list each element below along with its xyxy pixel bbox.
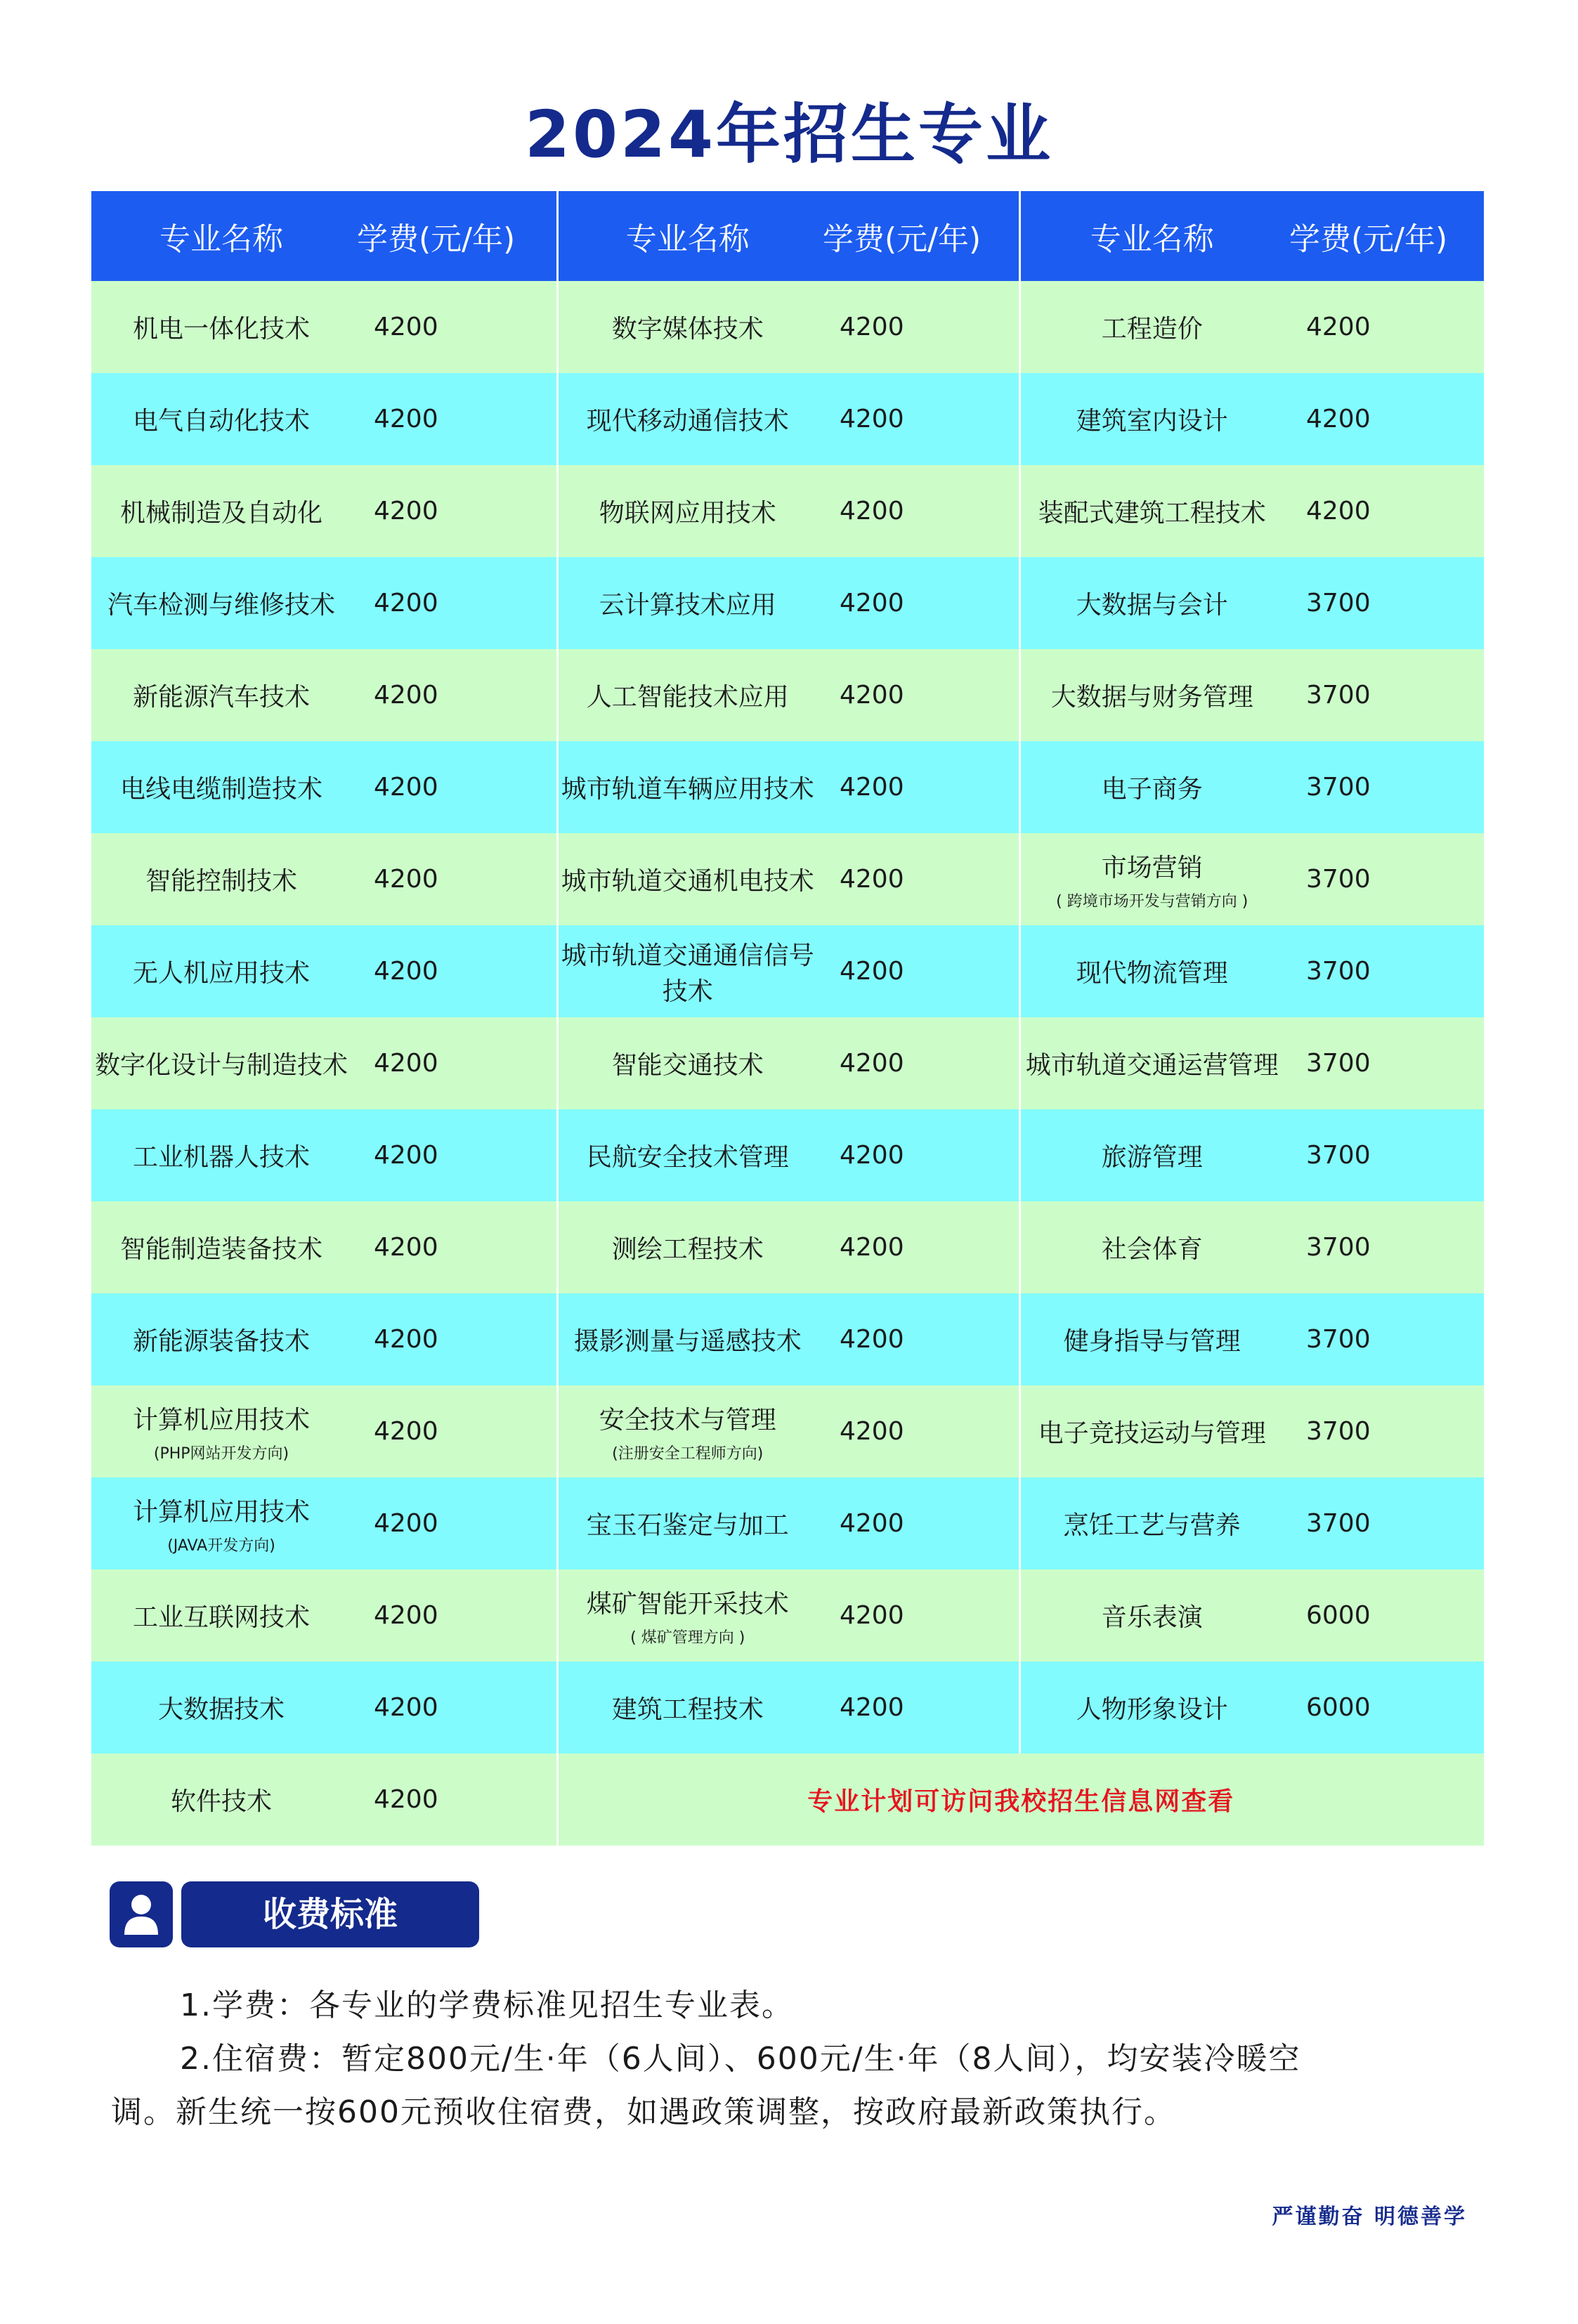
major-name: 城市轨道交通机电技术 (561, 867, 814, 896)
major-name-cell (557, 741, 817, 833)
tuition-cell: 4200 (817, 649, 1019, 741)
major-name-cell (557, 281, 817, 373)
major-name: 大数据与财务管理 (1050, 683, 1253, 712)
fee-rule-dorm: 2.住宿费：暂定800元/生·年（6人间）、600元/生·年（8人间），均安装冷暖空 (180, 2041, 1301, 2077)
tuition-cell: 4200 (817, 1017, 1019, 1109)
tuition-cell: 3700 (1284, 1017, 1484, 1109)
major-name: 计算机应用技术 (132, 1497, 310, 1527)
major-name-cell (91, 1293, 351, 1385)
tuition-cell: 6000 (1284, 1662, 1484, 1754)
major-name: 机电一体化技术 (132, 315, 310, 344)
tuition-cell: 4200 (1284, 373, 1484, 465)
major-name: 宝玉石鉴定与加工 (586, 1511, 789, 1540)
table-row (91, 833, 1484, 925)
major-name-cell (91, 1477, 351, 1569)
major-name-cell (1019, 1385, 1284, 1477)
major-name-cell (557, 1293, 817, 1385)
major-name: 人工智能技术应用 (586, 683, 789, 712)
major-name-cell (91, 649, 351, 741)
major-name: 建筑室内设计 (1076, 407, 1228, 436)
major-name: 建筑工程技术 (611, 1695, 764, 1724)
header-major-name: 专业名称 (557, 191, 817, 281)
tuition-cell: 4200 (817, 1293, 1019, 1385)
major-name: 新能源汽车技术 (132, 683, 310, 712)
fees-section-icon-box (110, 1881, 173, 1947)
major-name: 烹饪工艺与营养 (1063, 1511, 1241, 1540)
major-name-cell (557, 1477, 817, 1569)
tuition-cell: 4200 (817, 833, 1019, 925)
major-name-cell (557, 833, 817, 925)
major-name: 新能源装备技术 (132, 1327, 310, 1356)
major-name-cell (1019, 1662, 1284, 1754)
major-direction: ( 煤矿管理方向 ) (630, 1628, 745, 1647)
major-name: 机械制造及自动化 (119, 499, 322, 528)
tuition-cell: 3700 (1284, 1201, 1484, 1293)
table-row (91, 1201, 1484, 1293)
major-name-cell (1019, 925, 1284, 1017)
tuition-cell: 3700 (1284, 1109, 1484, 1201)
fees-section-heading: 收费标准 (181, 1881, 479, 1947)
major-name-cell (91, 1569, 351, 1662)
tuition-cell: 4200 (817, 1201, 1019, 1293)
tuition-cell: 3700 (1284, 741, 1484, 833)
major-name-cell (557, 1201, 817, 1293)
tuition-cell: 4200 (817, 925, 1019, 1017)
major-name-cell (91, 281, 351, 373)
major-name-cell (91, 925, 351, 1017)
enrollment-plan-note: 专业计划可访问我校招生信息网查看 (557, 1754, 1484, 1846)
major-name: 旅游管理 (1101, 1143, 1203, 1172)
tuition-cell: 3700 (1284, 649, 1484, 741)
major-name-cell (1019, 833, 1284, 925)
header-tuition: 学费(元/年) (351, 191, 557, 281)
major-name: 人物形象设计 (1076, 1695, 1228, 1724)
major-name: 城市轨道交通通信信号技术 (561, 941, 814, 1006)
major-name-cell (1019, 557, 1284, 649)
major-name: 装配式建筑工程技术 (1038, 499, 1266, 528)
tuition-cell: 4200 (351, 281, 557, 373)
tuition-cell: 3700 (1284, 1293, 1484, 1385)
table-row (91, 1569, 1484, 1662)
major-name: 安全技术与管理 (599, 1405, 776, 1435)
major-name: 智能控制技术 (145, 867, 297, 896)
tuition-cell: 4200 (351, 833, 557, 925)
tuition-cell: 4200 (817, 1477, 1019, 1569)
major-name-cell (91, 1385, 351, 1477)
major-name-cell (1019, 1017, 1284, 1109)
major-name: 无人机应用技术 (132, 959, 310, 988)
major-name: 现代物流管理 (1076, 959, 1228, 988)
major-name-cell (557, 1662, 817, 1754)
major-name: 城市轨道交通运营管理 (1025, 1051, 1279, 1080)
major-name: 现代移动通信技术 (586, 407, 789, 436)
table-row (91, 1385, 1484, 1477)
table-row (91, 1017, 1484, 1109)
tuition-cell: 4200 (351, 1662, 557, 1754)
major-name: 市场营销 (1101, 853, 1203, 882)
tuition-cell: 4200 (351, 1477, 557, 1569)
tuition-cell: 4200 (817, 281, 1019, 373)
table-row (91, 1477, 1484, 1569)
major-name-cell (91, 1201, 351, 1293)
tuition-cell: 4200 (817, 1109, 1019, 1201)
page-title: 2024年招生专业 (524, 97, 1054, 172)
tuition-cell: 4200 (351, 373, 557, 465)
table-row (91, 649, 1484, 741)
tuition-cell: 4200 (1284, 281, 1484, 373)
tuition-cell: 4200 (351, 1017, 557, 1109)
tuition-cell: 3700 (1284, 925, 1484, 1017)
tuition-cell: 3700 (1284, 1385, 1484, 1477)
major-name-cell (91, 557, 351, 649)
major-name-cell (557, 649, 817, 741)
majors-body (91, 281, 1484, 1846)
major-name: 数字媒体技术 (611, 315, 764, 344)
majors-table (91, 191, 1484, 1846)
user-icon (122, 1893, 161, 1936)
tuition-cell: 4200 (351, 1201, 557, 1293)
major-name-cell (91, 373, 351, 465)
table-row (91, 1754, 1484, 1846)
major-name-cell (91, 465, 351, 557)
major-name: 健身指导与管理 (1063, 1327, 1241, 1356)
major-name: 电气自动化技术 (132, 407, 310, 436)
major-name-cell (1019, 281, 1284, 373)
major-name: 测绘工程技术 (611, 1235, 764, 1264)
tuition-cell: 4200 (351, 1569, 557, 1662)
major-name-cell (1019, 373, 1284, 465)
major-name: 物联网应用技术 (599, 499, 776, 528)
major-name: 煤矿智能开采技术 (586, 1589, 789, 1619)
major-name: 计算机应用技术 (132, 1405, 310, 1435)
table-row (91, 1109, 1484, 1201)
major-name-cell (557, 1109, 817, 1201)
major-name-cell (1019, 649, 1284, 741)
major-name: 大数据与会计 (1076, 591, 1228, 620)
major-name: 社会体育 (1101, 1235, 1203, 1264)
header-major-name: 专业名称 (91, 191, 351, 281)
school-motto: 严谨勤奋 明德善学 (1272, 2205, 1467, 2229)
major-name-cell: 软件技术 (91, 1754, 351, 1846)
major-name-cell (91, 833, 351, 925)
header-tuition: 学费(元/年) (817, 191, 1019, 281)
major-direction: (注册安全工程师方向) (612, 1444, 764, 1463)
major-name-cell (1019, 465, 1284, 557)
fee-rule-tuition: 1.学费：各专业的学费标准见招生专业表。 (180, 1987, 794, 2023)
major-name-cell (557, 1569, 817, 1662)
major-name: 电子竞技运动与管理 (1038, 1419, 1266, 1448)
major-name-cell (1019, 1477, 1284, 1569)
tuition-cell: 4200 (351, 1293, 557, 1385)
major-name-cell (557, 1017, 817, 1109)
tuition-cell: 4200 (817, 1662, 1019, 1754)
header-tuition: 学费(元/年) (1284, 191, 1484, 281)
major-name-cell (557, 557, 817, 649)
major-name: 民航安全技术管理 (586, 1143, 789, 1172)
table-row (91, 557, 1484, 649)
major-name-cell (1019, 1569, 1284, 1662)
major-name: 电线电缆制造技术 (119, 775, 322, 804)
table-row (91, 281, 1484, 373)
major-name: 智能交通技术 (611, 1051, 764, 1080)
major-direction: ( 跨境市场开发与营销方向 ) (1056, 892, 1248, 910)
major-name: 摄影测量与遥感技术 (573, 1327, 802, 1356)
major-name: 工业机器人技术 (132, 1143, 310, 1172)
major-name-cell (91, 1109, 351, 1201)
table-row (91, 741, 1484, 833)
major-name: 音乐表演 (1101, 1603, 1203, 1632)
major-name-cell (1019, 1293, 1284, 1385)
tuition-cell: 4200 (817, 373, 1019, 465)
major-name: 工业互联网技术 (132, 1603, 310, 1632)
table-header-row (91, 191, 1484, 281)
major-name-cell (91, 741, 351, 833)
table-row (91, 465, 1484, 557)
tuition-cell: 4200 (817, 741, 1019, 833)
tuition-cell: 4200 (351, 1109, 557, 1201)
tuition-cell: 4200 (351, 557, 557, 649)
header-major-name: 专业名称 (1019, 191, 1284, 281)
major-name-cell (1019, 1201, 1284, 1293)
major-name: 电子商务 (1101, 775, 1203, 804)
tuition-cell: 4200 (351, 925, 557, 1017)
major-name-cell (557, 465, 817, 557)
major-name: 城市轨道车辆应用技术 (561, 775, 814, 804)
tuition-cell: 4200 (351, 465, 557, 557)
major-name-cell (1019, 741, 1284, 833)
major-name-cell (91, 1017, 351, 1109)
table-row (91, 925, 1484, 1017)
table-row (91, 1662, 1484, 1754)
tuition-cell: 3700 (1284, 1477, 1484, 1569)
major-direction: (JAVA开发方向) (167, 1536, 275, 1555)
major-name: 汽车检测与维修技术 (107, 591, 335, 620)
major-name-cell (91, 1662, 351, 1754)
tuition-cell: 4200 (817, 1569, 1019, 1662)
tuition-cell: 4200 (1284, 465, 1484, 557)
major-name-cell (557, 925, 817, 1017)
major-name-cell (1019, 1109, 1284, 1201)
fee-rule-dorm-cont: 调。新生统一按600元预收住宿费，如遇政策调整，按政府最新政策执行。 (111, 2094, 1176, 2130)
major-direction: (PHP网站开发方向) (153, 1444, 289, 1463)
major-name: 智能制造装备技术 (119, 1235, 322, 1264)
tuition-cell: 4200 (351, 649, 557, 741)
tuition-cell: 3700 (1284, 833, 1484, 925)
major-name: 大数据技术 (157, 1695, 285, 1724)
tuition-cell: 6000 (1284, 1569, 1484, 1662)
tuition-cell: 3700 (1284, 557, 1484, 649)
tuition-cell: 4200 (351, 1385, 557, 1477)
tuition-cell: 4200 (351, 741, 557, 833)
major-name: 云计算技术应用 (599, 591, 776, 620)
tuition-cell: 4200 (817, 557, 1019, 649)
major-name: 工程造价 (1101, 315, 1203, 344)
table-row (91, 373, 1484, 465)
tuition-cell: 4200 (817, 465, 1019, 557)
major-name-cell (557, 1385, 817, 1477)
table-row (91, 1293, 1484, 1385)
tuition-cell: 4200 (351, 1754, 557, 1846)
major-name-cell (557, 373, 817, 465)
tuition-cell: 4200 (817, 1385, 1019, 1477)
major-name: 数字化设计与制造技术 (94, 1051, 348, 1080)
